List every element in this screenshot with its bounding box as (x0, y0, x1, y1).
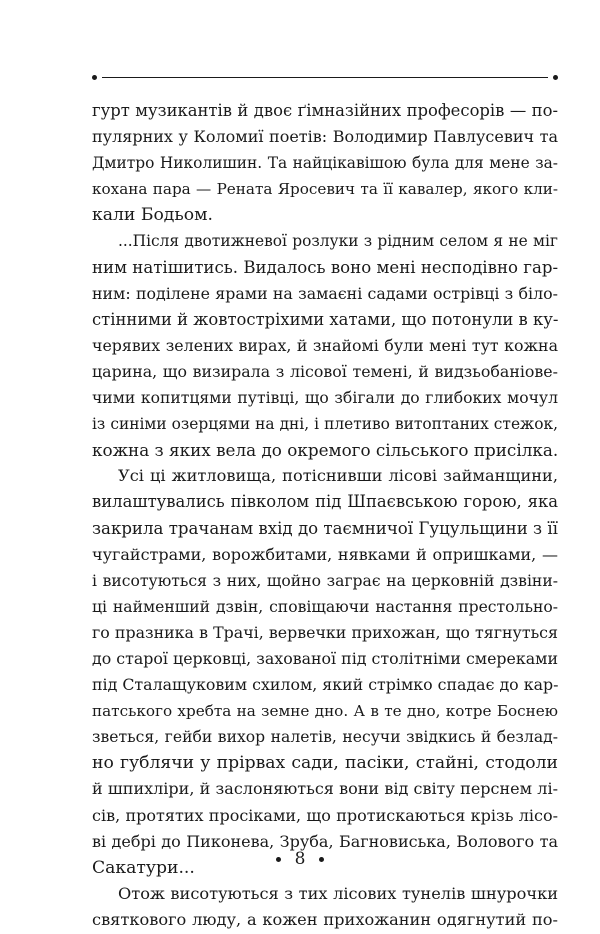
text-line: Отож висотуються з тих лісових тунелів шнурочки (118, 883, 558, 903)
text-line: пулярних у Коломиї поетів: Володимир Павлусевич та (92, 127, 558, 147)
text-line: вилаштувались півколом під Шпаєвською горою, яка (92, 492, 558, 512)
text-line: ві дебрі до Пиконева, Зруба, Багновиська, Волового та (92, 831, 558, 851)
text-line: ним: поділене ярами на замаєні садами острівці з біло- (92, 283, 558, 303)
text-line: чугайстрами, ворожбитами, нявками й опришками, — (92, 544, 558, 564)
paragraph (92, 228, 558, 463)
text-line: зветься, гейби вихор налетів, несучи звідкись й безлад- (92, 728, 558, 747)
text-line: сів, протятих просіками, що протискаються крізь лісо- (92, 805, 558, 825)
text-line: й шпихліри, й заслоняються вони від світу перснем лі- (92, 779, 558, 799)
text-line: ним натішитись. Видалось воно мені несподівно гар- (92, 257, 558, 277)
text-line: Сакатури... (92, 857, 195, 878)
text-line: патського хребта на земне дно. А в те дно, котре Боснею (92, 702, 558, 721)
text-line: закрила трачанам вхід до таємничої Гуцульщини з її (92, 518, 558, 538)
text-line: ...Після двотижневої розлуки з рідним селом я не міг (118, 232, 558, 251)
text-line: кожна з яких вела до окремого сільського присілка. (92, 440, 558, 461)
text-line: святкового люду, а кожен прихожанин одягнутий по- (92, 909, 558, 929)
text-line: го празника в Трачі, вервечки прихожан, що тягнуться (92, 622, 558, 642)
text-line: ці найменший дзвін, сповіщаючи настання престольно- (92, 597, 558, 616)
text-line: до старої церковці, захованої під столітніми смереками (92, 648, 558, 668)
text-line: під Сталащуковим схилом, який стрімко спадає до кар- (92, 675, 558, 695)
paragraph (92, 463, 558, 881)
text-line: кохана пара — Рената Яросевич та її кавалер, якого кли- (92, 180, 558, 199)
text-line: черявих зелених вирах, й знайомі були мені тут кожна (92, 335, 558, 355)
text-line: стінними й жовтостріхими хатами, що потонули в ку- (92, 309, 558, 329)
paragraph (92, 98, 558, 228)
page-number: 8 (294, 849, 306, 869)
paragraph (92, 881, 558, 933)
text-line: кали Бодьом. (92, 205, 213, 226)
header-rule-line (102, 77, 548, 78)
body-text (92, 98, 558, 933)
text-line: но гублячи у прірвах сади, пасіки, стайні, стодоли (92, 753, 558, 774)
footer-bullet-left (276, 857, 281, 862)
footer-bullet-right (319, 857, 324, 862)
header-rule (92, 73, 558, 83)
text-line: Усі ці житловища, потіснивши лісові займанщини, (118, 466, 558, 486)
text-line: чими копитцями путівці, що збігали до глибоких мочул (92, 389, 558, 408)
text-line: і висотуються з них, щойно заграє на церковній дзвіни- (92, 571, 558, 590)
text-line: гурт музикантів й двоє ґімназійних професорів — по- (92, 101, 558, 120)
text-line: царина, що визирала з лісової темені, й видзьобаніове- (92, 361, 558, 381)
header-rule-dot-left (92, 75, 97, 80)
text-line: із синіми озерцями на дні, і плетиво витоптаних стежок, (92, 415, 558, 434)
page-footer (0, 848, 600, 870)
header-rule-dot-right (553, 75, 558, 80)
text-line: Дмитро Николишин. Та найцікавішою була для мене за- (92, 154, 558, 173)
